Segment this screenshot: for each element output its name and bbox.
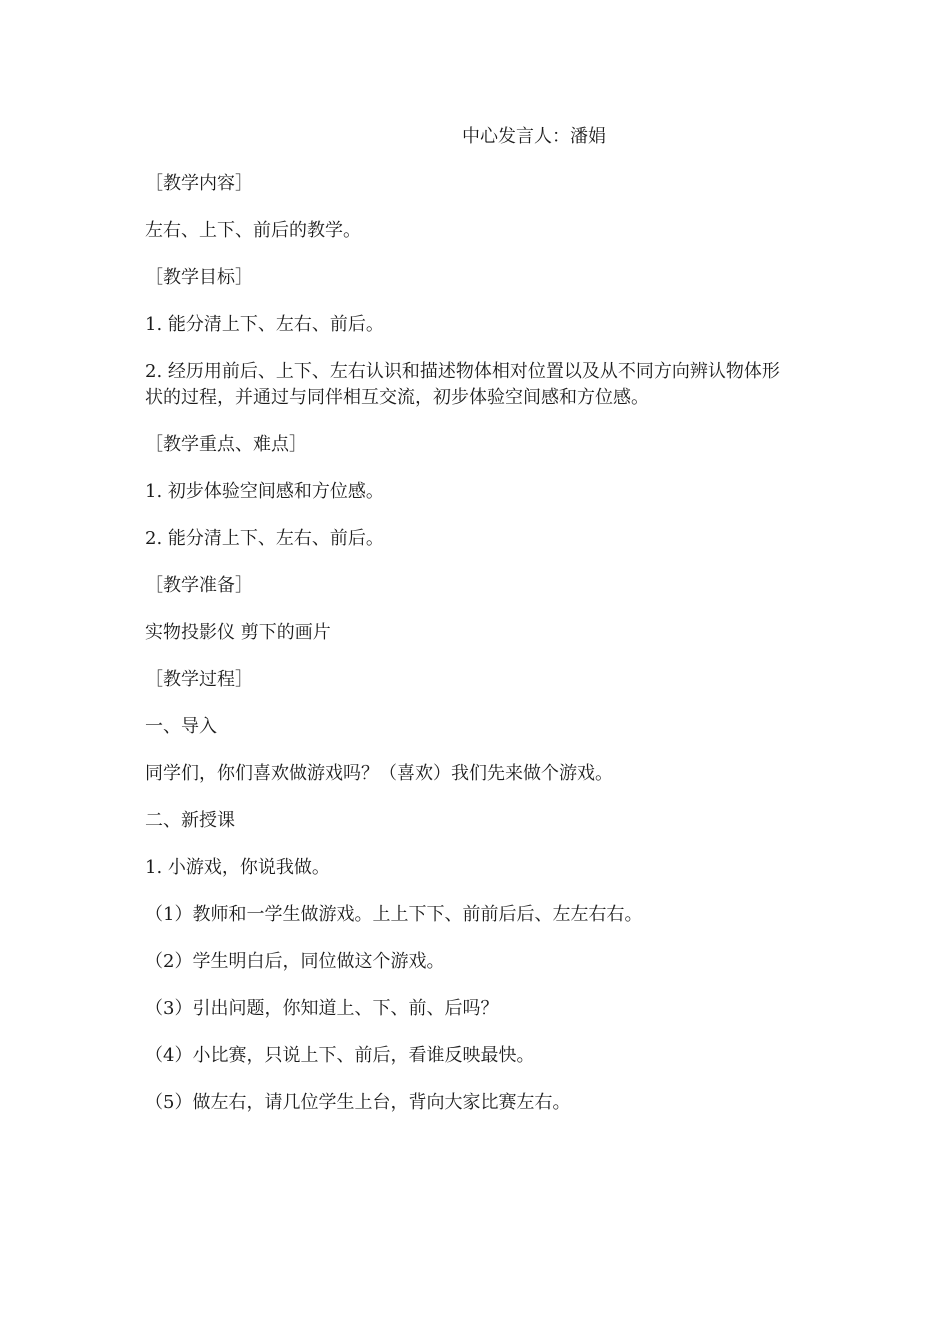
goal-2-line2: 状的过程，并通过与同伴相互交流，初步体验空间感和方位感。 <box>145 387 649 408</box>
prep-heading: ［教学准备］ <box>145 575 253 596</box>
game-title: 1. 小游戏，你说我做。 <box>145 857 330 878</box>
step-2: （2）学生明白后，同位做这个游戏。 <box>145 951 445 972</box>
content-heading: ［教学内容］ <box>145 173 253 194</box>
step-1: （1）教师和一学生做游戏。上上下下、前前后后、左左右右。 <box>145 904 643 925</box>
prep-text: 实物投影仪 剪下的画片 <box>145 622 331 643</box>
step-4: （4）小比赛，只说上下、前后，看谁反映最快。 <box>145 1045 535 1066</box>
new-lesson-heading: 二、新授课 <box>145 810 235 831</box>
key-heading: ［教学重点、难点］ <box>145 434 307 455</box>
step-3: （3）引出问题，你知道上、下、前、后吗？ <box>145 998 499 1019</box>
key-2: 2. 能分清上下、左右、前后。 <box>145 528 384 549</box>
goal-1: 1. 能分清上下、左右、前后。 <box>145 314 384 335</box>
key-1: 1. 初步体验空间感和方位感。 <box>145 481 384 502</box>
content-text: 左右、上下、前后的教学。 <box>145 220 361 241</box>
goal-2-line1: 2. 经历用前后、上下、左右认识和描述物体相对位置以及从不同方向辨认物体形 <box>145 361 780 382</box>
goals-heading: ［教学目标］ <box>145 267 253 288</box>
step-5: （5）做左右，请几位学生上台，背向大家比赛左右。 <box>145 1092 571 1113</box>
intro-text: 同学们，你们喜欢做游戏吗？（喜欢）我们先来做个游戏。 <box>145 763 613 784</box>
speaker-line: 中心发言人：潘娟 <box>462 126 606 147</box>
intro-heading: 一、导入 <box>145 716 217 737</box>
process-heading: ［教学过程］ <box>145 669 253 690</box>
